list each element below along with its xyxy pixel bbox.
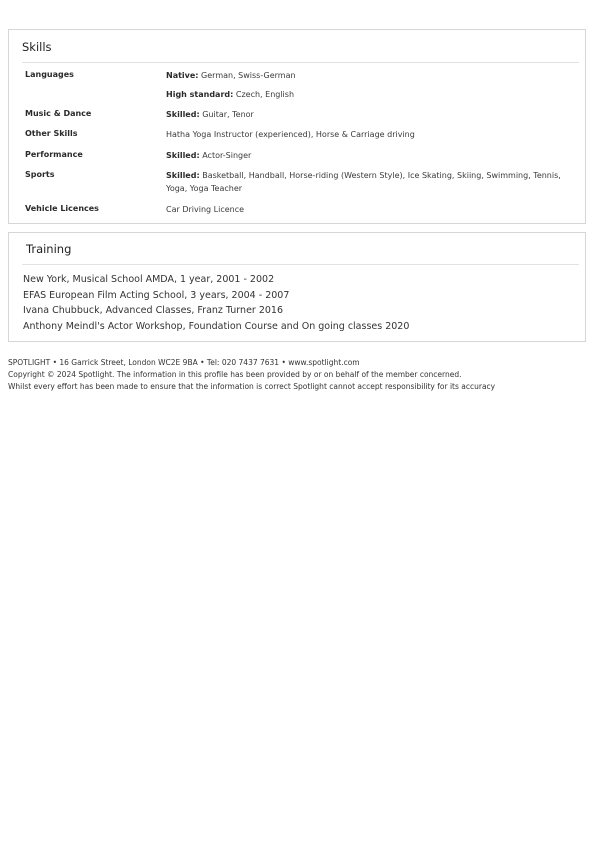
footer-address: SPOTLIGHT • 16 Garrick Street, London WC2E 9BA • Tel: 020 7437 7631 • www.spotlight.com <box>8 358 360 367</box>
skill-key: Skilled: <box>166 151 200 160</box>
skill-text: Guitar, Tenor <box>199 110 254 119</box>
skill-key: Skilled: <box>166 171 200 180</box>
skill-label-sports: Sports <box>25 170 55 179</box>
skill-key: High standard: <box>166 90 234 99</box>
skill-value-vehicle-licences <box>166 203 576 216</box>
skill-text: Actor-Singer <box>199 151 252 160</box>
skill-text: Hatha Yoga Instructor (experienced), Horse & Carriage driving <box>166 130 415 139</box>
skill-key: Skilled: <box>166 110 200 119</box>
skill-label-performance: Performance <box>25 150 83 159</box>
skills-divider <box>22 62 579 63</box>
skill-value-languages-high <box>166 88 576 101</box>
footer-disclaimer: Whilst every effort has been made to ensure that the information is correct Spotlight cannot accept responsibility for its accuracy <box>8 382 496 391</box>
skill-value-music-dance <box>166 108 576 121</box>
skill-text: Basketball, Handball, Horse-riding (Western Style), Ice Skating, Skiing, Swimming, Tennis, Yoga, Yoga Teacher <box>166 171 561 193</box>
skills-title: Skills <box>22 40 52 54</box>
training-title: Training <box>26 242 72 256</box>
training-item: New York, Musical School AMDA, 1 year, 2001 - 2002 <box>23 274 275 285</box>
training-panel <box>8 232 586 342</box>
skill-label-languages: Languages <box>25 70 74 79</box>
footer-copyright: Copyright © 2024 Spotlight. The information in this profile has been provided by or on behalf of the member concerned. <box>8 370 462 379</box>
training-item: Ivana Chubbuck, Advanced Classes, Franz Turner 2016 <box>23 305 284 316</box>
skill-text: Czech, English <box>233 90 295 99</box>
skill-label-music-dance: Music & Dance <box>25 109 92 118</box>
skill-value-performance <box>166 149 576 162</box>
skill-key: Native: <box>166 71 199 80</box>
skill-label-other-skills: Other Skills <box>25 129 78 138</box>
skill-text: German, Swiss-German <box>198 71 296 80</box>
training-item: Anthony Meindl's Actor Workshop, Foundation Course and On going classes 2020 <box>23 321 410 332</box>
skill-value-sports <box>166 169 576 195</box>
skill-value-languages-native <box>166 69 576 82</box>
skill-label-vehicle-licences: Vehicle Licences <box>25 204 99 213</box>
skill-text: Car Driving Licence <box>166 205 245 214</box>
skill-value-other-skills <box>166 128 576 141</box>
skills-panel <box>8 29 586 224</box>
training-divider <box>22 264 579 265</box>
training-item: EFAS European Film Acting School, 3 years, 2004 - 2007 <box>23 290 290 301</box>
